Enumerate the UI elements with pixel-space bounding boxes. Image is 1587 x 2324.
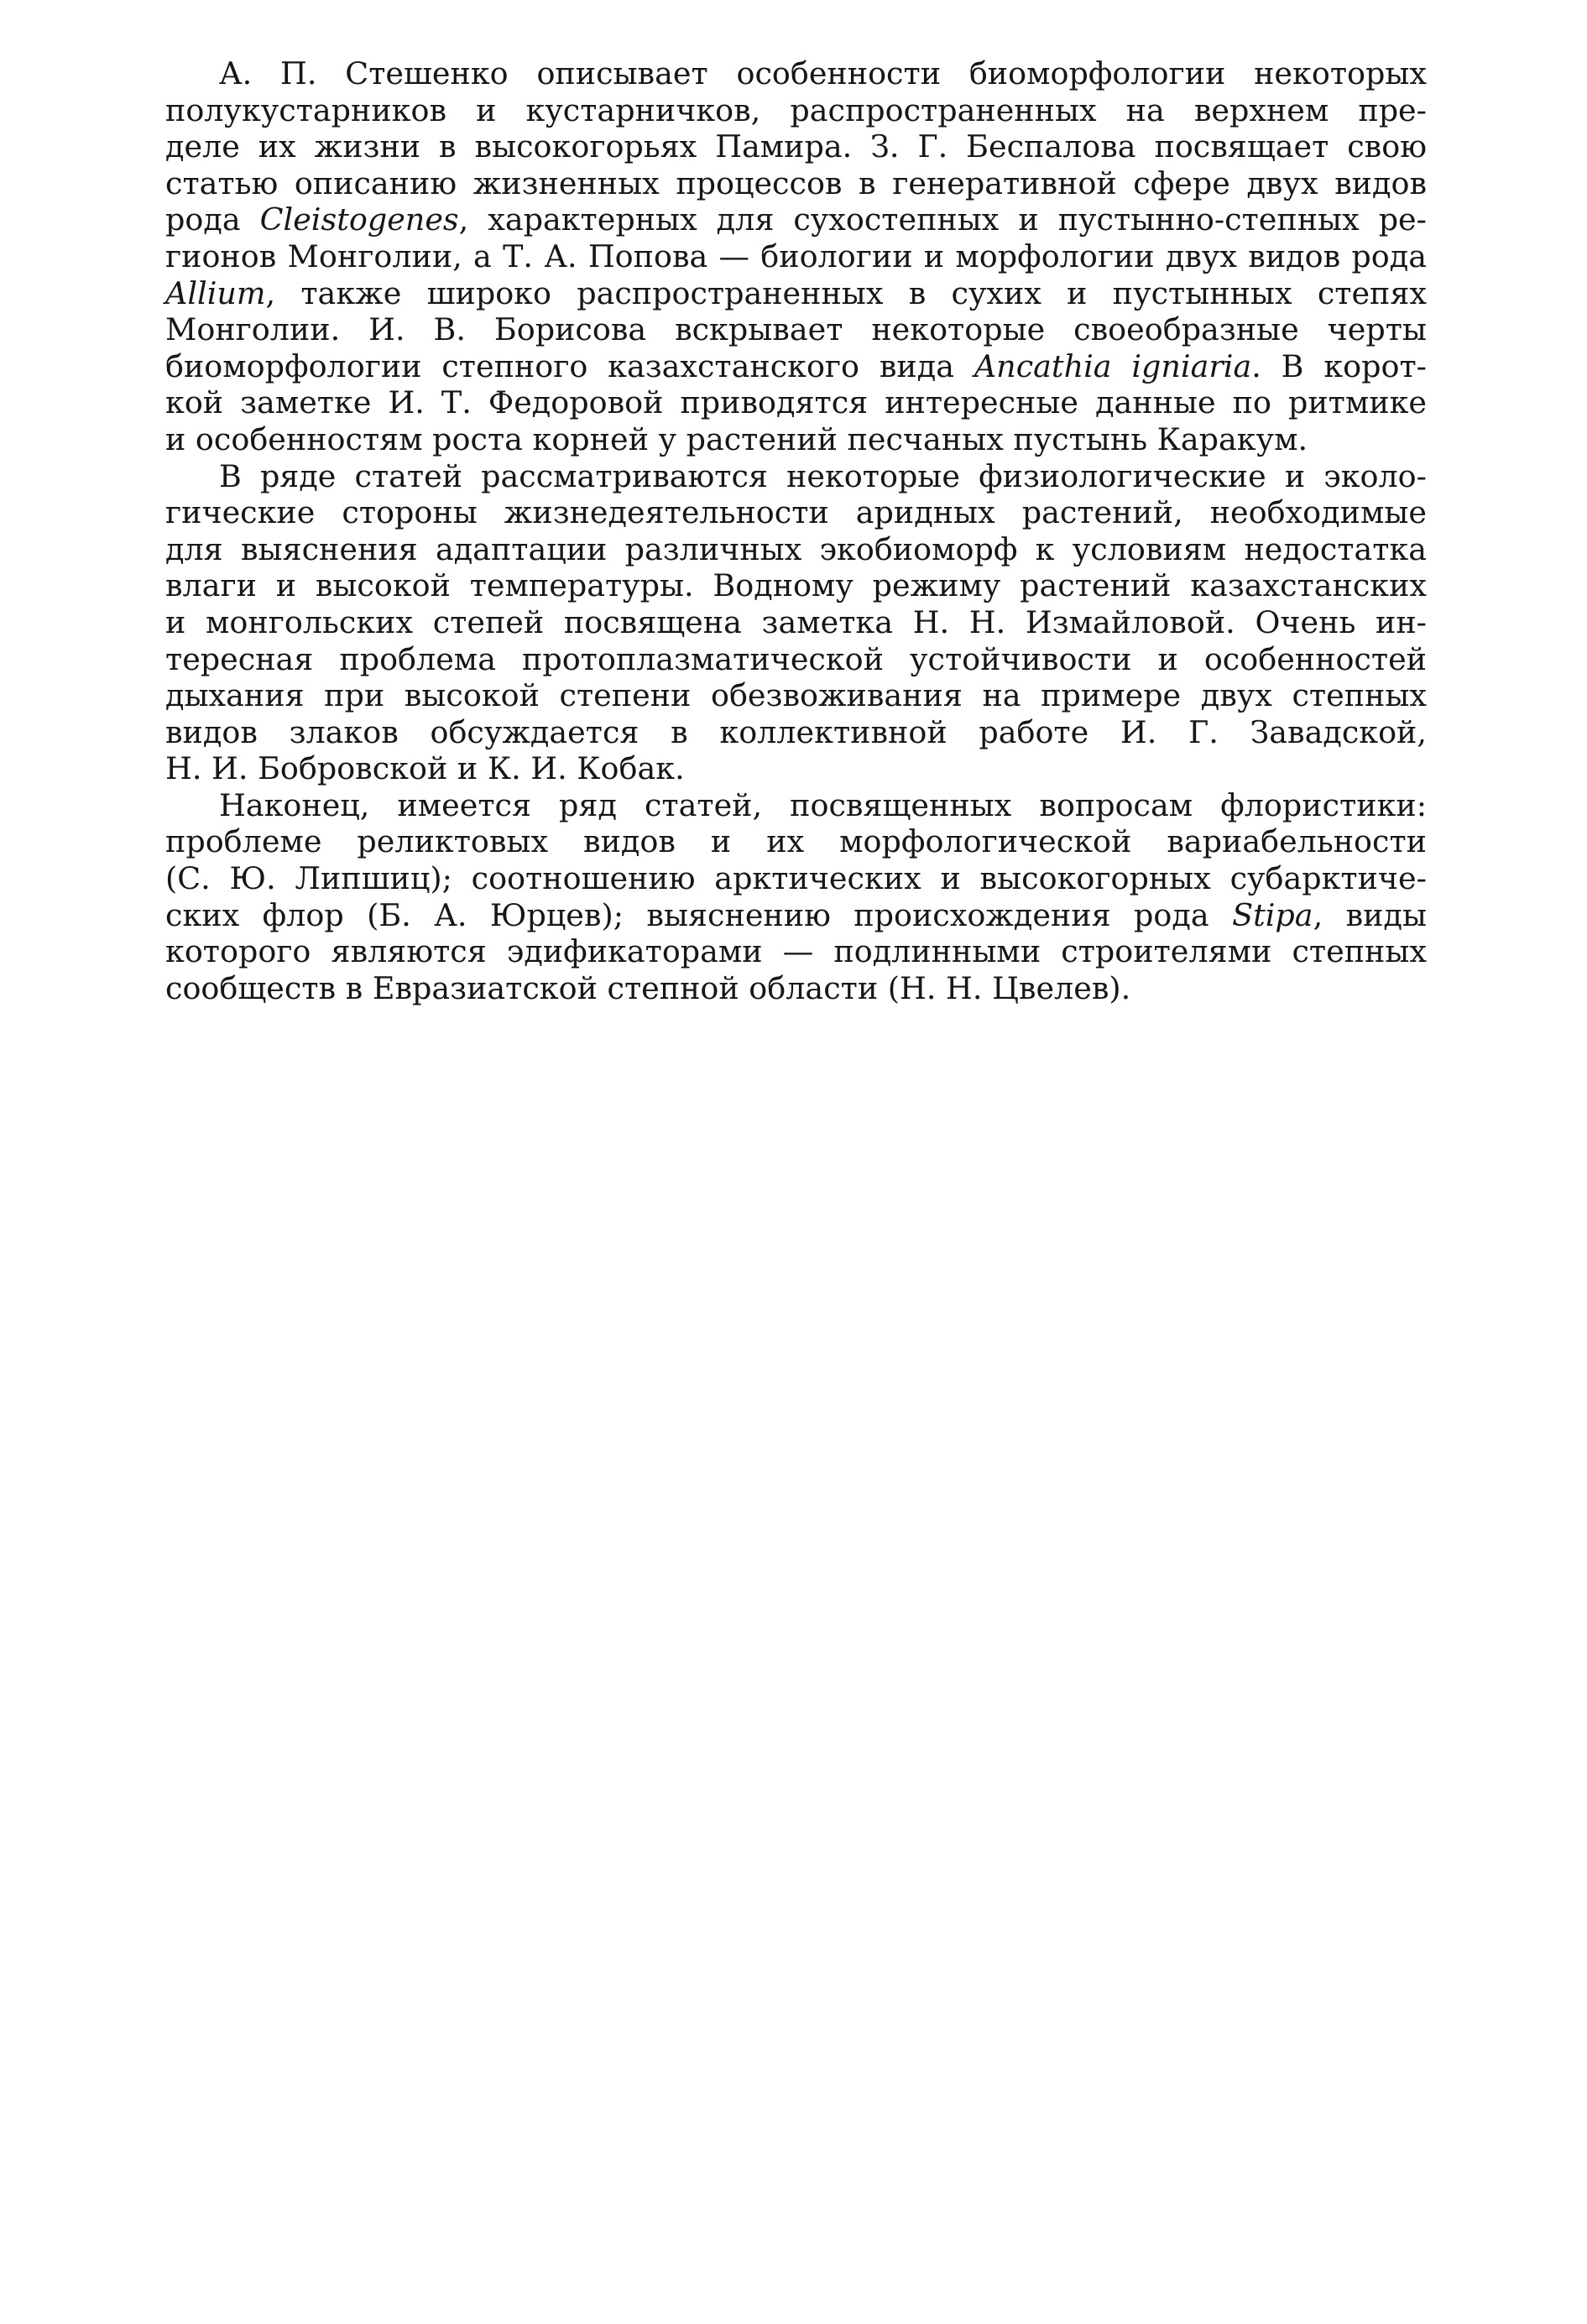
text-line: [165, 567, 1427, 604]
paragraph: [165, 458, 1427, 787]
text-line: [165, 787, 1427, 824]
text-line: [165, 311, 1427, 348]
text-line: [165, 165, 1427, 202]
body-text: [165, 55, 1427, 1006]
text-run: гические стороны жизнедеятельности аридных растений, необходимые: [165, 494, 1427, 531]
text-run: В ряде статей рассматриваются некоторые физиологические и эколо-: [219, 457, 1427, 494]
text-line: [165, 421, 1427, 458]
text-run: А. П. Стешенко описывает особенности биоморфологии некоторых: [219, 55, 1427, 91]
text-run: и монгольских степей посвящена заметка Н. Н. Измайловой. Очень ин-: [165, 603, 1427, 640]
italic-term: Ancathia igniaria: [974, 347, 1252, 384]
text-line: [165, 750, 1427, 787]
text-run: Наконец, имеется ряд статей, посвященных вопросам флористики:: [219, 786, 1427, 823]
text-run: , также широко распространенных в сухих и пустынных степях: [265, 274, 1427, 311]
text-line: [165, 201, 1427, 238]
text-run: кой заметке И. Т. Федоровой приводятся интересные данные по ритмике: [165, 384, 1427, 421]
text-line: [165, 677, 1427, 714]
text-run: Монголии. И. В. Борисова вскрывает некоторые своеобразные черты: [165, 311, 1427, 348]
text-run: дыхания при высокой степени обезвоживания на примере двух степных: [165, 677, 1427, 714]
text-run: полукустарников и кустарничков, распространенных на верхнем пре-: [165, 91, 1427, 128]
text-line: [165, 384, 1427, 421]
text-run: . В корот-: [1251, 347, 1427, 384]
text-line: [165, 970, 1427, 1007]
text-run: проблеме реликтовых видов и их морфологической вариабельности: [165, 823, 1427, 860]
text-line: [165, 55, 1427, 92]
text-line: [165, 714, 1427, 751]
text-run: ских флор (Б. А. Юрцев); выяснению происхождения рода: [165, 896, 1233, 933]
italic-term: Cleistogenes: [259, 201, 459, 238]
text-run: видов злаков обсуждается в коллективной работе И. Г. Завадской,: [165, 713, 1427, 750]
text-line: [165, 897, 1427, 934]
text-run: , характерных для сухостепных и пустынно-степных ре-: [458, 201, 1427, 238]
text-run: (С. Ю. Липшиц); соотношению арктических и высокогорных субарктиче-: [165, 860, 1427, 897]
text-run: , виды: [1313, 896, 1428, 933]
text-run: тересная проблема протоплазматической устойчивости и особенностей: [165, 640, 1427, 677]
text-line: [165, 494, 1427, 531]
text-run: Н. И. Бобровской и К. И. Кобак.: [165, 750, 685, 787]
italic-term: Stipa: [1232, 896, 1313, 933]
italic-term: Allium: [165, 274, 266, 311]
text-run: деле их жизни в высокогорьях Памира. З. Г. Беспалова посвящает свою: [165, 128, 1427, 165]
text-line: [165, 275, 1427, 312]
text-run: сообществ в Евразиатской степной области (Н. Н. Цвелев).: [165, 969, 1131, 1006]
text-line: [165, 860, 1427, 897]
text-run: влаги и высокой температуры. Водному режиму растений казахстанских: [165, 567, 1427, 604]
text-run: биоморфологии степного казахстанского вида: [165, 347, 974, 384]
paragraph: [165, 787, 1427, 1007]
text-line: [165, 641, 1427, 678]
text-run: которого являются эдификаторами — подлинными строителями степных: [165, 933, 1427, 970]
text-line: [165, 458, 1427, 495]
text-line: [165, 604, 1427, 641]
text-line: [165, 823, 1427, 860]
text-run: статью описанию жизненных процессов в генеративной сфере двух видов: [165, 165, 1427, 201]
text-line: [165, 933, 1427, 970]
text-run: и особенностям роста корней у растений песчаных пустынь Каракум.: [165, 420, 1308, 457]
text-run: гионов Монголии, а Т. А. Попова — биологии и морфологии двух видов рода: [165, 238, 1427, 274]
text-line: [165, 238, 1427, 275]
text-run: для выяснения адаптации различных экобиоморф к условиям недостатка: [165, 530, 1427, 567]
paragraph: [165, 55, 1427, 458]
text-line: [165, 128, 1427, 165]
text-line: [165, 348, 1427, 385]
text-line: [165, 531, 1427, 568]
text-line: [165, 92, 1427, 129]
text-run: рода: [165, 201, 260, 238]
